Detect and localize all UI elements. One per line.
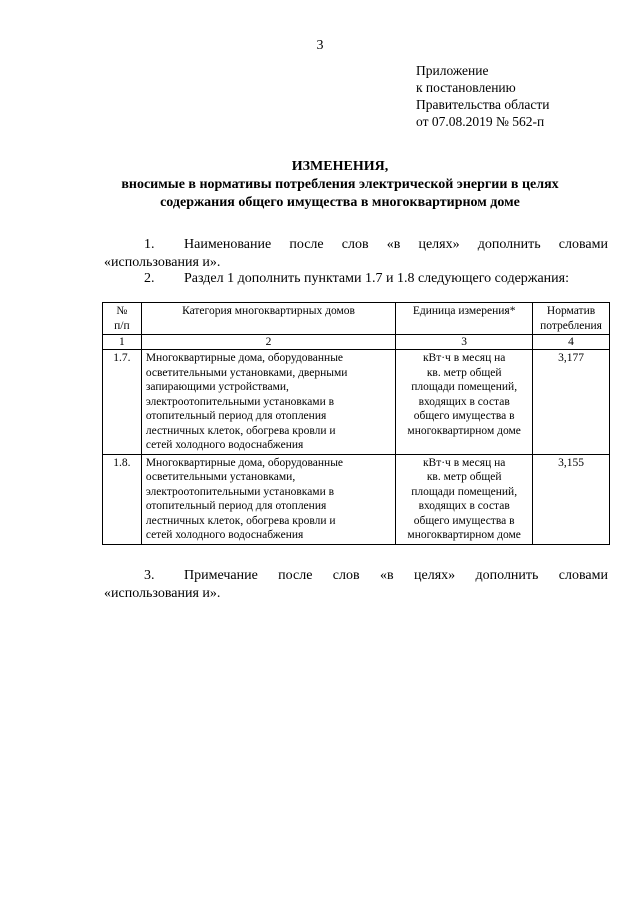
table-row — [103, 350, 610, 455]
norms-table — [102, 302, 610, 545]
unit-line: входящих в состав — [418, 395, 510, 408]
unit-line: кв. метр общей — [426, 366, 502, 379]
header-number — [103, 303, 142, 335]
unit-line: многоквартирном доме — [407, 529, 521, 541]
header-category: Категория многоквартирных домов — [141, 303, 395, 335]
row-number: 1.8. — [103, 454, 142, 544]
document-title — [60, 158, 620, 212]
header-text: потребления — [540, 319, 602, 332]
unit-line: площади помещений, — [411, 485, 518, 498]
category-line: Многоквартирные дома, оборудованные — [145, 456, 344, 469]
title-subtitle-line: вносимые в нормативы потребления электрической энергии в целях — [121, 177, 559, 192]
unit-line: многоквартирном доме — [407, 424, 521, 437]
appendix-line: к постановлению — [416, 80, 516, 95]
category-line: отопительный период для отопления — [145, 410, 327, 422]
paragraph-1 — [144, 236, 608, 254]
category-line: лестничных клеток, обогрева кровли и — [145, 424, 336, 437]
unit-line: площади помещений, — [411, 381, 518, 393]
appendix-date-line: от 07.08.2019 № 562-п — [416, 114, 545, 129]
column-index: 2 — [141, 335, 395, 350]
unit-line: кв. метр общей — [426, 471, 502, 483]
appendix-line: Правительства области — [416, 97, 550, 112]
category-line: отопительный период для отопления — [145, 500, 327, 512]
header-unit: Единица измерения* — [396, 303, 533, 335]
category-line: Многоквартирные дома, оборудованные — [145, 352, 344, 364]
appendix-line: Приложение — [416, 63, 489, 78]
unit-line: общего имущества в — [413, 514, 515, 527]
category-line: сетей холодного водоснабжения — [145, 439, 304, 451]
unit-line: общего имущества в — [413, 410, 515, 422]
category-line: электроотопительными установками в — [145, 485, 335, 498]
row-category — [141, 454, 395, 544]
table-header-row — [103, 303, 610, 335]
category-line: сетей холодного водоснабжения — [145, 529, 304, 541]
header-text: № — [116, 305, 128, 317]
paragraph-2 — [144, 270, 614, 288]
unit-line: кВт·ч в месяц на — [422, 352, 506, 364]
title-heading: ИЗМЕНЕНИЯ, — [291, 159, 389, 174]
unit-line: входящих в состав — [418, 500, 510, 512]
paragraph-number: 2. — [144, 271, 155, 286]
row-unit — [396, 454, 533, 544]
paragraph-3 — [144, 567, 608, 585]
category-line: осветительными установками, — [145, 471, 296, 483]
row-number: 1.7. — [103, 350, 142, 455]
header-text: Норматив — [546, 305, 596, 317]
title-subtitle-line: содержания общего имущества в многоквартирном доме — [160, 195, 520, 210]
page-number: 3 — [316, 38, 324, 53]
category-line: запирающими устройствами, — [145, 381, 289, 393]
column-index: 4 — [533, 335, 610, 350]
row-category — [141, 350, 395, 455]
paragraph-1-continuation: «использования и». — [104, 255, 221, 270]
header-norm — [533, 303, 610, 335]
paragraph-text: Примечание после слов «в целях» дополнить словами — [184, 568, 608, 583]
appendix-block — [416, 62, 549, 130]
paragraph-number: 1. — [144, 237, 155, 252]
category-line: осветительными установками, дверными — [145, 366, 348, 379]
column-index: 3 — [396, 335, 533, 350]
paragraph-number: 3. — [144, 568, 155, 583]
row-unit — [396, 350, 533, 455]
category-line: лестничных клеток, обогрева кровли и — [145, 514, 336, 527]
row-norm-value: 3,155 — [533, 454, 610, 544]
table-index-row — [103, 335, 610, 350]
column-index: 1 — [103, 335, 142, 350]
row-norm-value: 3,177 — [533, 350, 610, 455]
table-row — [103, 454, 610, 544]
paragraph-text: Наименование после слов «в целях» дополнить словами — [184, 237, 608, 252]
paragraph-3-continuation: «использования и». — [104, 586, 221, 601]
category-line: электроотопительными установками в — [145, 395, 335, 408]
unit-line: кВт·ч в месяц на — [422, 456, 506, 469]
header-text: п/п — [114, 319, 130, 332]
paragraph-text: Раздел 1 дополнить пунктами 1.7 и 1.8 следующего содержания: — [184, 271, 569, 286]
